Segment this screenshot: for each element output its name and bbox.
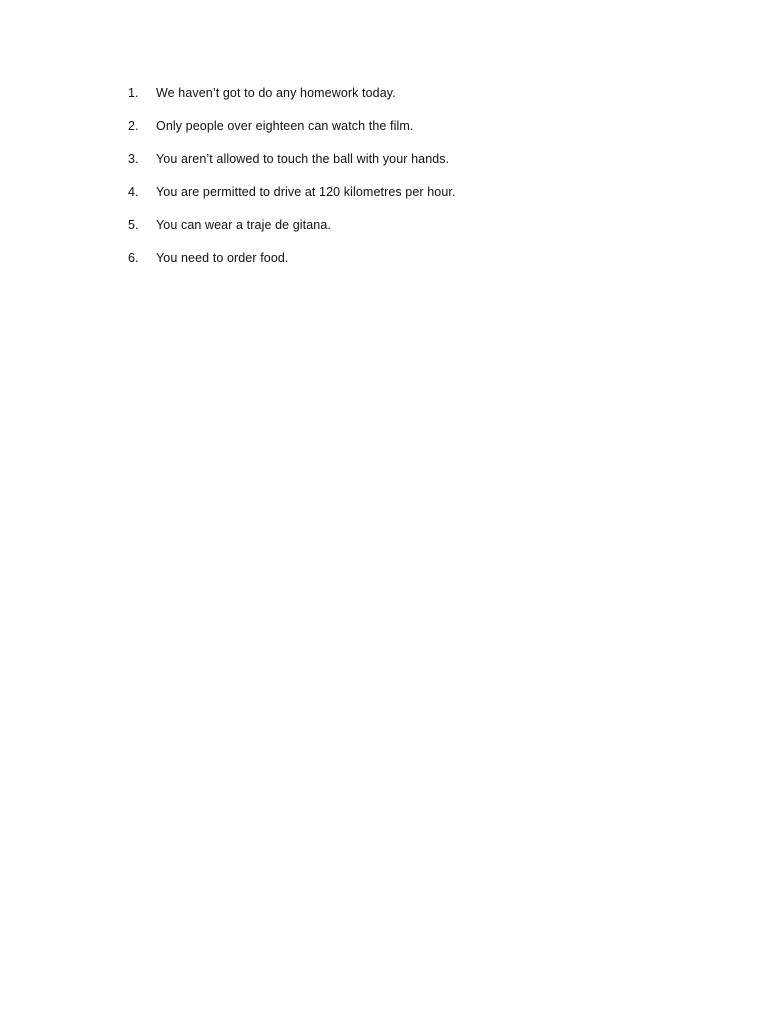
list-item <box>128 218 456 251</box>
list-item <box>128 86 456 119</box>
list-item-text: Only people over eighteen can watch the film. <box>156 119 414 133</box>
list-item <box>128 152 456 185</box>
list-item-text: You need to order food. <box>156 251 289 265</box>
list-item-number: 3. <box>128 152 139 166</box>
list-item-number: 6. <box>128 251 139 265</box>
sentence-list <box>128 86 456 284</box>
list-item-text: We haven’t got to do any homework today. <box>156 86 396 100</box>
list-item-text: You are permitted to drive at 120 kilometres per hour. <box>156 185 456 199</box>
list-item-text: You aren’t allowed to touch the ball with your hands. <box>156 152 450 166</box>
list-item <box>128 119 456 152</box>
list-item-number: 5. <box>128 218 139 232</box>
list-item-text: You can wear a traje de gitana. <box>156 218 331 232</box>
list-item <box>128 251 456 284</box>
list-item-number: 1. <box>128 86 139 100</box>
list-item-number: 4. <box>128 185 139 199</box>
list-item-number: 2. <box>128 119 139 133</box>
list-item <box>128 185 456 218</box>
